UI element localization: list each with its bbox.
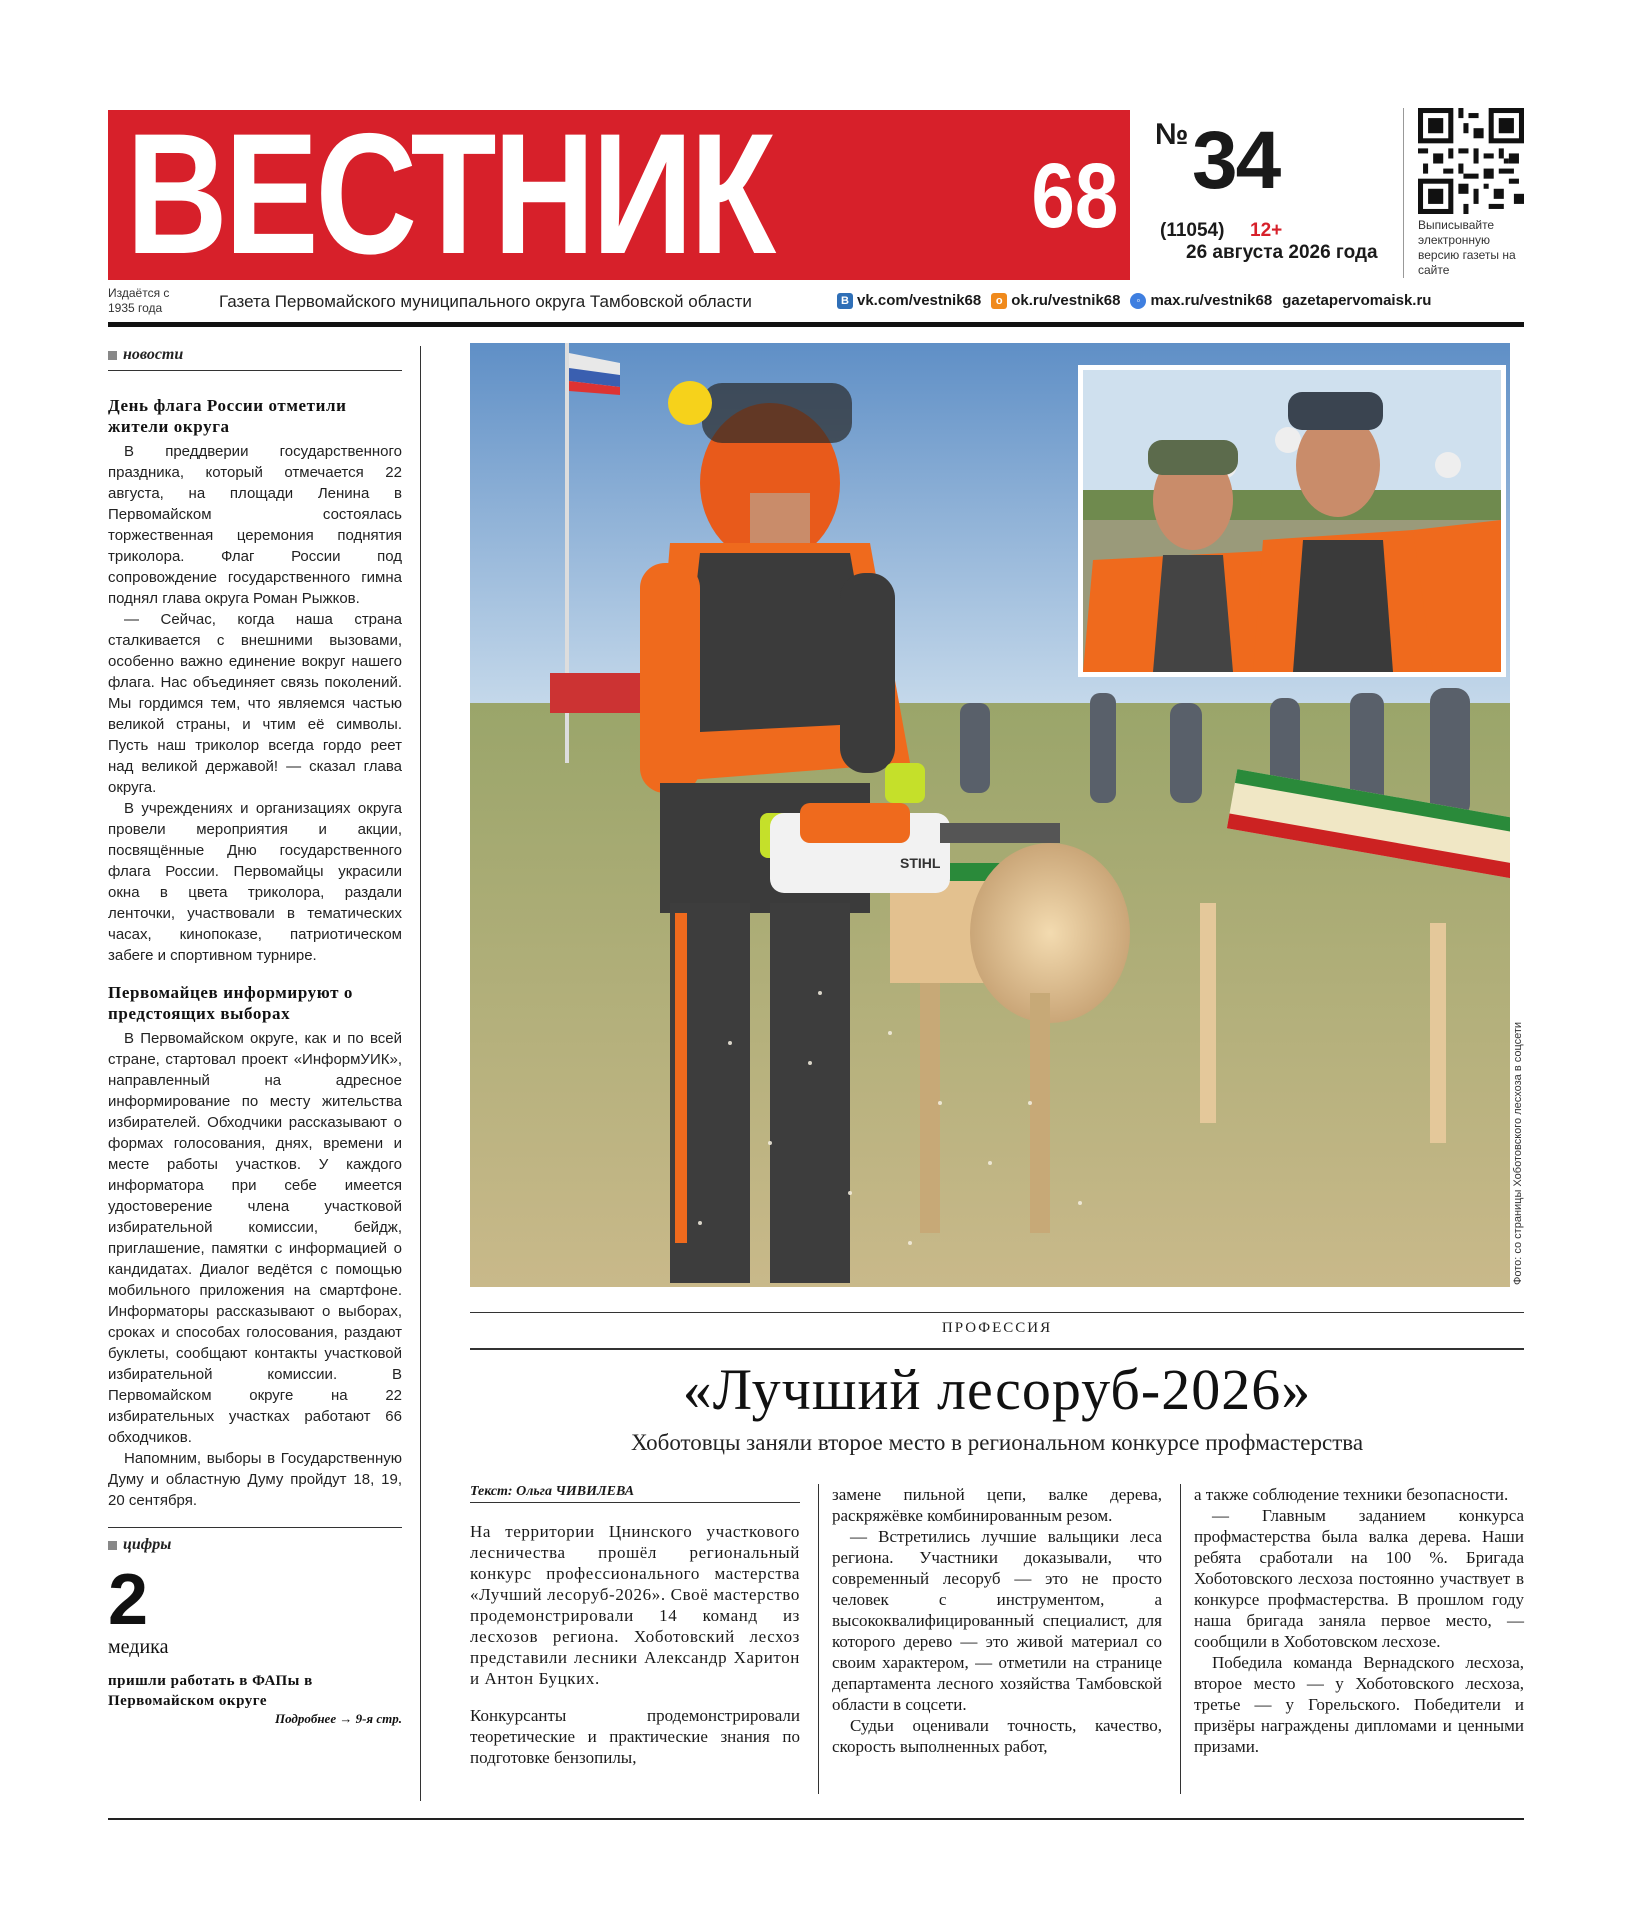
more-link[interactable]: Подробнее → 9-я стр. <box>274 1711 402 1726</box>
link-ok[interactable]: ok.ru/vestnik68 <box>1011 292 1121 309</box>
qr-code-icon[interactable] <box>1418 108 1524 214</box>
ok-icon: о <box>991 293 1007 309</box>
figure-description: пришли работать в ФАПы в Первомайском округе <box>108 1673 313 1709</box>
header-rule <box>108 322 1524 327</box>
page-bottom-rule <box>108 1818 1524 1820</box>
figures-rubric: цифры <box>108 1536 402 1554</box>
issue-total: (11054) <box>1160 220 1225 241</box>
column-divider <box>420 346 421 1801</box>
saw-brand-label: STIHL <box>900 855 941 871</box>
issue-date: 26 августа 2026 года <box>1186 242 1378 263</box>
newspaper-subtitle: Газета Первомайского муниципального округа Тамбовской области <box>219 292 752 311</box>
news-body-1: В преддверии государственного праздника, который отмечается 22 августа, на площади Ленина в Первомайском состоялась торжественная церемония поднятия триколора. Флаг России под сопровождение государственного гимна поднял глава округа Роман Рыжков. — Сейчас, когда наша страна сталкивается с внешними вызовами, особенно важно единение вокруг нашего флага. Нас объединяет связь поколений. Мы гордимся тем, что являемся частью великой страны, и чтим её символы. Пусть наш триколор всегда гордо реет над великой державой! — сказал глава округа. В учреждениях и организациях округа провели мероприятия и акции, посвящённые Дню государственного флага России. Первомайцы украсили окна в цвета триколора, раздали ленточки, участвовали в тематических часах, кинопоказе, патриотическом забеге и спортивном турнире. <box>108 443 402 964</box>
qr-caption: Выписывайте электронную версию газеты на сайте <box>1418 218 1516 277</box>
article-rule-top <box>470 1312 1524 1313</box>
article-standfirst: Хоботовцы заняли второе место в региональном конкурсе профмастерства <box>630 1430 1364 1455</box>
issue-prefix: № <box>1155 118 1189 151</box>
age-rating: 12+ <box>1250 220 1283 241</box>
article-rule <box>470 1348 1524 1350</box>
article-column-3: а также соблюдение техники безопасности. — Главным заданием конкурса профмастерства была валка дерева. Наши ребята сработали на 100 %. Бригада Хоботовского лесхоза постоянно участвует в конкурсе профмастерства. В прошлом году наша бригада заняла первое место, — сообщили в Хоботовском лесхозе. Победила команда Вернадского лесхоза, второе место — у Хоботовского лесхоза, третье — у Горельского. Победители и призёры награждены дипломами и ценными призами. <box>1194 1485 1524 1756</box>
link-max[interactable]: max.ru/vestnik68 <box>1150 292 1273 309</box>
rubric-square-icon <box>108 1541 117 1550</box>
social-links <box>837 292 1431 309</box>
article-headline: «Лучший лесоруб-2026» <box>682 1357 1312 1422</box>
inset-photo <box>1078 365 1506 677</box>
winners-photo-illustration <box>1083 370 1501 672</box>
article-column-2: замене пильной цепи, валке дерева, раскряжёвке комбинированным резом. — Встретились лучшие вальщики леса региона. Участники доказывали, что современный лесоруб — это не просто человек с инструментом, а высококвалифицированный специалист, для которого дерево — это живой материал со своим характером, — отметили на странице департамента лесного хозяйства Тамбовской области в соцсети. Судьи оценивали точность, качество, скорость выполненных работ, <box>832 1485 1162 1756</box>
article-column-divider <box>1180 1484 1181 1794</box>
news-column <box>108 346 402 1727</box>
link-site[interactable]: gazetapervomaisk.ru <box>1282 292 1432 309</box>
news-headline-2: Первомайцев информируют о предстоящих выборах <box>108 983 354 1023</box>
photo-credit: Фото: со страницы Хоботовского лесхоза в соцсети <box>1512 1021 1524 1285</box>
max-icon: ◦ <box>1130 293 1146 309</box>
article-lead: На территории Цнинского участкового лесничества прошёл региональный конкурс профессионального мастерства «Лучший лесоруб-2026». Своё мастерство продемонстрировали 14 команд из лесхозов региона. Хоботовский лесхоз представили лесники Александр Харитон и Антон Буцких. <box>470 1522 800 1688</box>
figure-unit: медика <box>108 1636 169 1658</box>
news-headline-1: День флага России отметили жители округа <box>108 396 347 436</box>
masthead-title: ВЕСТНИК <box>126 98 773 290</box>
article-column-1: Текст: Ольга ЧИВИЛЕВА На территории Цнинского участкового лесничества прошёл региональный конкурс профессионального мастерства «Лучший лесоруб-2026». Своё мастерство продемонстрировали 14 команд из лесхозов региона. Хоботовский лесхоз представили лесники Александр Харитон и Антон Буцких. Конкурсанты продемонстрировали теоретические и практические знания по подготовке бензопилы, <box>470 1484 800 1767</box>
masthead-divider <box>1403 108 1404 278</box>
issue-number: 34 <box>1192 115 1280 206</box>
news-body-2: В Первомайском округе, как и по всей стране, стартовал проект «ИнформУИК», направленный на адресное информирование по месту жительства избирателей. Обходчики рассказывают о формах голосования, днях, времени и месте работы участков. У каждого информатора при себе имеется удостоверение члена участковой избирательной комиссии, бейдж, приглашение, памятки с информацией о кандидатах. Диалог ведётся с помощью мобильного приложения на смартфоне. Информаторы рассказывают о выборах, сроках и способах голосования, раздают буклеты, сообщают контакты участковой избирательной комиссии. В Первомайском округе на 22 избирательных участках работают 66 обходчиков. Напомним, выборы в Государственную Думу и областную Думу пройдут 18, 19, 20 сентября. <box>108 1030 402 1509</box>
masthead-number: 68 <box>1031 145 1118 247</box>
article-column-divider <box>818 1484 819 1794</box>
since-label: Издаётся с 1935 года <box>108 286 170 315</box>
masthead-banner <box>108 98 1130 290</box>
article-rubric: ПРОФЕССИЯ <box>941 1320 1053 1336</box>
vk-icon: В <box>837 293 853 309</box>
news-rubric: новости <box>108 346 402 364</box>
rubric-square-icon <box>108 351 117 360</box>
link-vk[interactable]: vk.com/vestnik68 <box>857 292 982 309</box>
article-author: Текст: Ольга ЧИВИЛЕВА <box>470 1484 800 1503</box>
figure-number: 2 <box>108 1560 149 1640</box>
